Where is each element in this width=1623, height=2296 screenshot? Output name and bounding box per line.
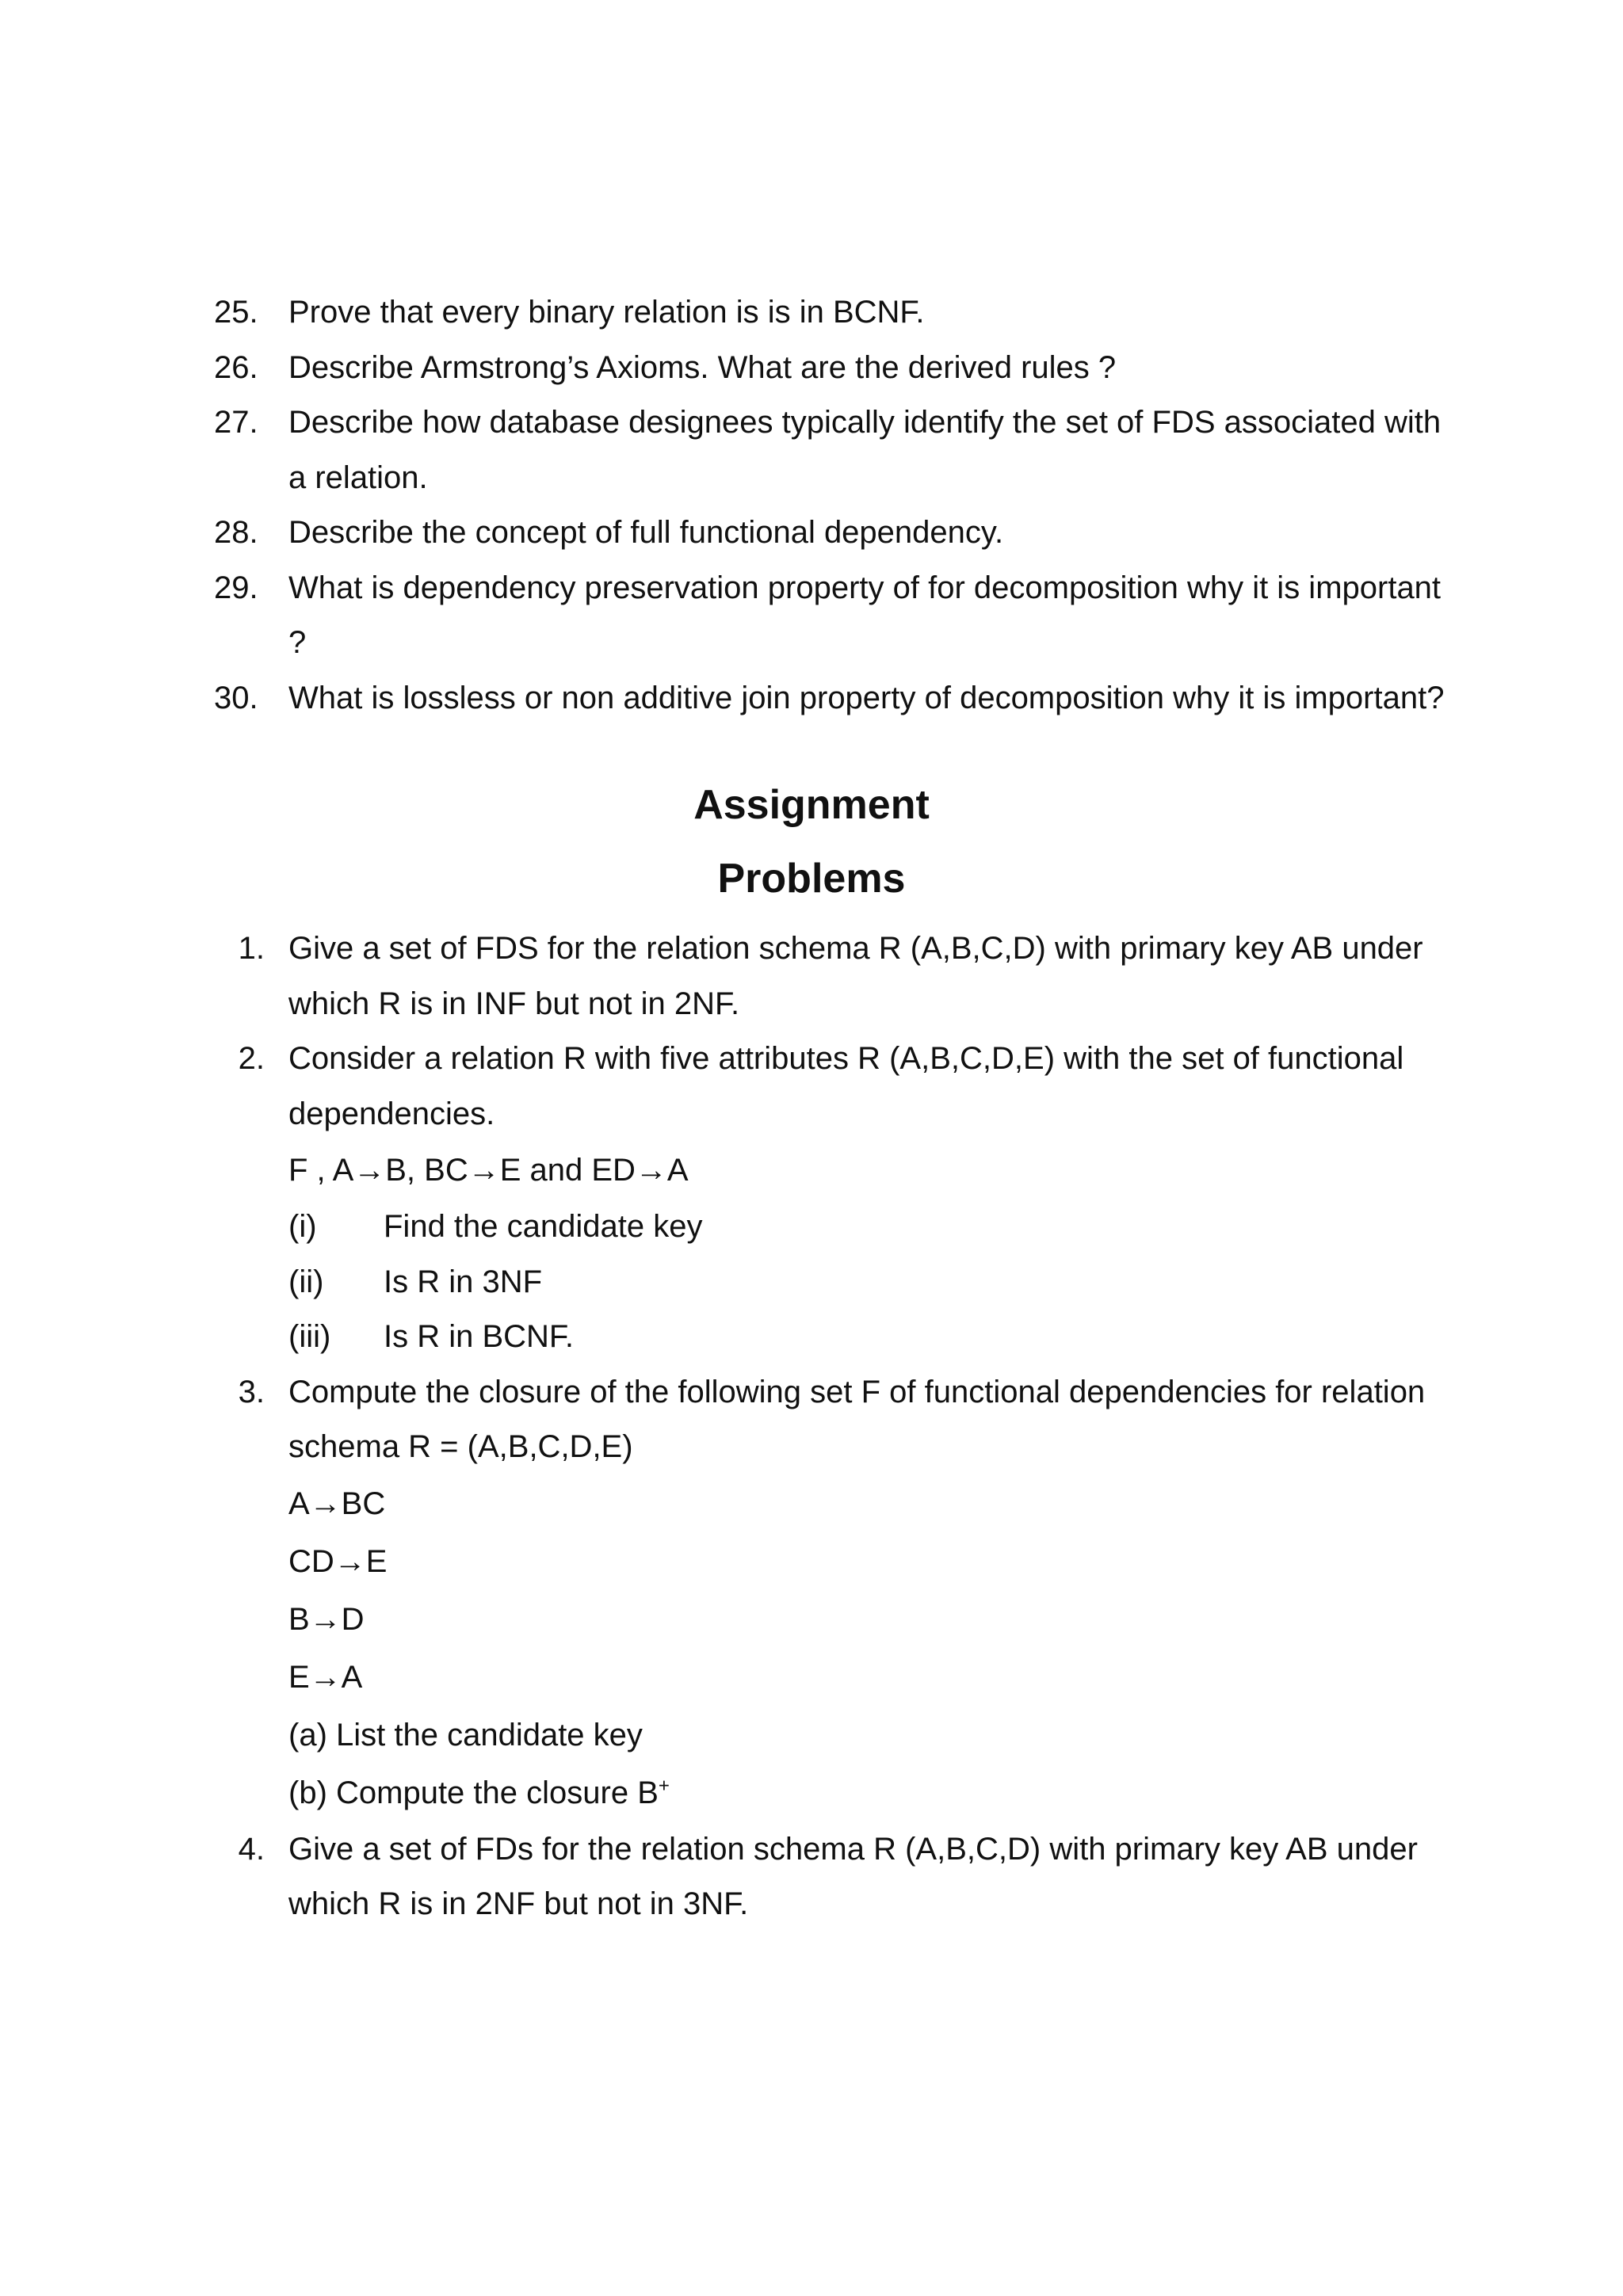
section-title: Assignment: [693, 782, 930, 828]
fd-item: A→BC: [288, 1486, 386, 1521]
problem-4: [214, 1822, 1450, 1932]
problem-number: 3.: [238, 1374, 265, 1409]
part-b-text: (b) Compute the closure B: [288, 1775, 659, 1810]
sub-question: [288, 1310, 1450, 1365]
sub-question: [288, 1199, 1450, 1255]
sub-question-text: Find the candidate key: [384, 1209, 703, 1244]
problem-text: Give a set of FDs for the relation schema R (A,B,C,D) with primary key AB under which R is in 2NF but not in 3NF.: [288, 1831, 1418, 1921]
problem-1: [214, 921, 1450, 1032]
list-item: [214, 671, 1450, 727]
list-item: [214, 341, 1450, 396]
question-text: Describe Armstrong’s Axioms. What are the derived rules ?: [288, 349, 1117, 385]
question-text: What is dependency preservation property of for decomposition why it is important ?: [288, 570, 1442, 660]
question-number: 28.: [214, 515, 258, 550]
problem-number: 4.: [238, 1831, 265, 1867]
part-a: (a) List the candidate key: [288, 1717, 643, 1753]
sub-question-number: (ii): [288, 1264, 324, 1299]
fd-item: B→D: [288, 1601, 365, 1637]
question-number: 29.: [214, 570, 258, 605]
list-item: [214, 505, 1450, 561]
sub-question-text: Is R in BCNF.: [384, 1319, 575, 1354]
part-b: [288, 1764, 1450, 1822]
problem-text: Consider a relation R with five attributes R (A,B,C,D,E) with the set of functional dependencies.: [288, 1041, 1404, 1131]
section-subtitle: Problems: [717, 856, 906, 902]
fd-item: CD→E: [288, 1543, 388, 1579]
list-item: [214, 561, 1450, 671]
sub-question-text: Is R in 3NF: [384, 1264, 543, 1299]
list-item: [214, 395, 1450, 505]
problem-list: [214, 921, 1450, 1932]
problem-number: 2.: [238, 1041, 265, 1076]
sub-question-number: (iii): [288, 1319, 331, 1354]
closure-superscript: +: [658, 1775, 670, 1797]
problem-text: Compute the closure of the following set F of functional dependencies for relation schema R = (A,B,C,D,E): [288, 1374, 1426, 1464]
question-text: Describe the concept of full functional dependency.: [288, 515, 1004, 550]
fd-set: F , A→B, BC→E and ED→A: [288, 1153, 689, 1188]
problem-3: [214, 1365, 1450, 1822]
problem-2: [214, 1032, 1450, 1365]
problem-text: Give a set of FDS for the relation schema R (A,B,C,D) with primary key AB under which R is in INF but not in 2NF.: [288, 931, 1423, 1021]
list-item: [214, 285, 1450, 341]
question-text: Describe how database designees typically identify the set of FDS associated with a relation.: [288, 405, 1442, 495]
question-number: 25.: [214, 295, 258, 330]
question-text: Prove that every binary relation is is in BCNF.: [288, 295, 925, 330]
sub-question: [288, 1255, 1450, 1310]
question-list: [214, 285, 1450, 726]
sub-question-number: (i): [288, 1209, 317, 1244]
question-number: 26.: [214, 349, 258, 385]
problem-number: 1.: [238, 931, 265, 966]
question-text: What is lossless or non additive join property of decomposition why it is important?: [288, 680, 1445, 715]
question-number: 30.: [214, 680, 258, 715]
question-number: 27.: [214, 405, 258, 440]
fd-item: E→A: [288, 1659, 363, 1695]
